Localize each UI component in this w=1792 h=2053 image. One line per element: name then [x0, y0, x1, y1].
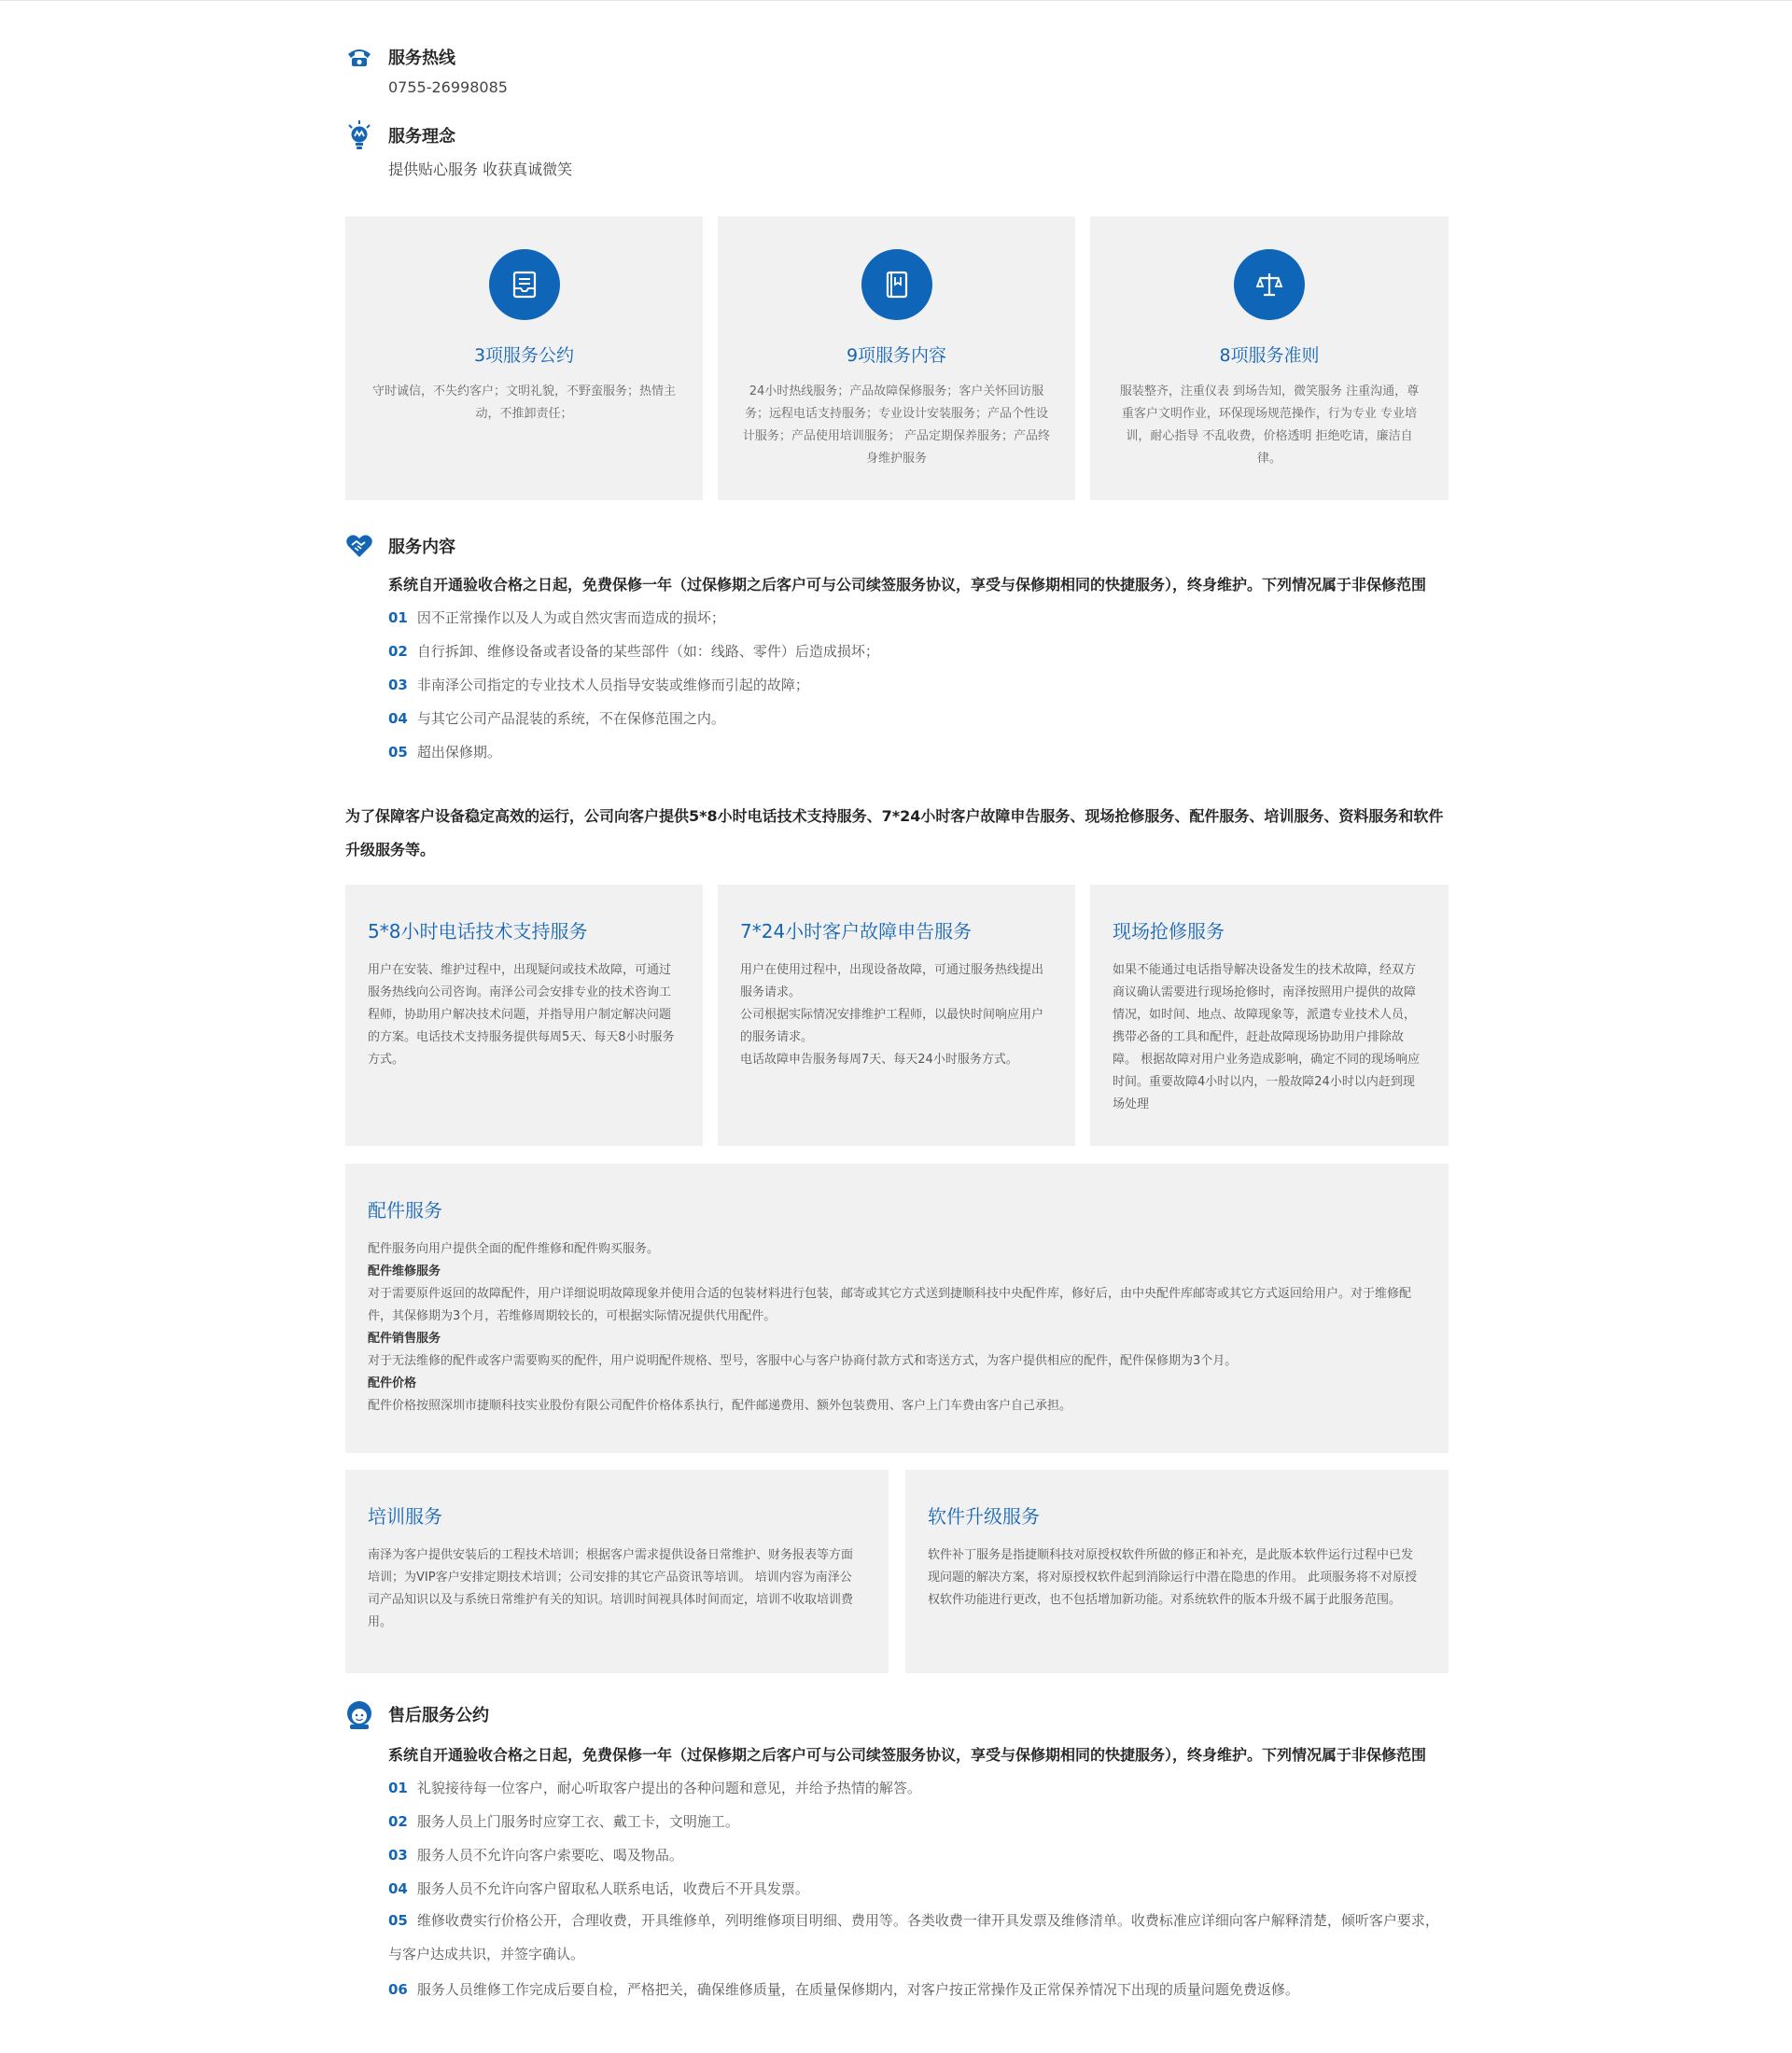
item-number: 05 [388, 1912, 408, 1929]
scales-icon [1234, 249, 1305, 320]
box-text [368, 1544, 862, 1634]
service-content-title: 服务内容 [388, 538, 455, 557]
box-text [368, 1238, 1411, 1418]
philosophy-text: 提供贴心服务 收获真诚微笑 [388, 161, 573, 178]
list-item [388, 1878, 809, 1898]
list-item [388, 641, 879, 661]
item-number: 03 [388, 677, 408, 693]
card-text: 24小时热线服务；产品故障保修服务；客户关怀回访服务；远程电话支持服务；专业设计安装服务；产品个性设计服务；产品使用培训服务； 产品定期保养服务；产品终身维护服务 [742, 384, 1051, 466]
card-title: 8项服务准则 [1219, 345, 1320, 366]
service-content-intro: 系统自开通验收合格之日起，免费保修一年（过保修期之后客户可与公司续签服务协议，享受与保修期相同的快捷服务），终身维护。下列情况属于非保修范围 [388, 576, 1427, 594]
box-text [740, 959, 1049, 1071]
box-title: 5*8小时电话技术支持服务 [368, 920, 588, 943]
box-onsite-repair [1090, 885, 1449, 1146]
item-text: 因不正常操作以及人为或自然灾害而造成的损坏； [416, 609, 725, 626]
box-title: 现场抢修服务 [1113, 920, 1225, 943]
card-service-pledge [345, 216, 703, 500]
list-item [388, 708, 725, 728]
customer-service-icon [345, 1698, 373, 1730]
handshake-heart-icon [345, 530, 373, 562]
philosophy-title: 服务理念 [388, 127, 455, 147]
box-line: 软件补丁服务是指捷顺科技对原授权软件所做的修正和补充，是此版本软件运行过程中已发现问题的解决方案，将对原授权软件起到消除运行中潜在隐患的作用。 此项服务将不对原授权软件功能进行更改，也不包括增加新功能。对系统软件的版本升级不属于此服务范围。 [928, 1548, 1418, 1607]
item-text: 礼貌接待每一位客户，耐心听取客户提出的各种问题和意见，并给予热情的解答。 [416, 1780, 921, 1796]
list-item [388, 675, 809, 694]
list-item [388, 1811, 739, 1831]
card-title: 9项服务内容 [846, 345, 947, 366]
list-item [388, 1778, 921, 1797]
document-icon [489, 249, 560, 320]
item-text: 超出保修期。 [416, 744, 501, 761]
after-sales-intro: 系统自开通验收合格之日起，免费保修一年（过保修期之后客户可与公司续签服务协议，享受与保修期相同的快捷服务），终身维护。下列情况属于非保修范围 [388, 1746, 1427, 1764]
item-number: 05 [388, 744, 408, 761]
lightbulb-icon [345, 119, 373, 151]
item-text: 服务人员上门服务时应穿工衣、戴工卡，文明施工。 [416, 1813, 739, 1830]
box-phone-support [345, 885, 703, 1146]
box-title: 配件服务 [368, 1199, 442, 1222]
box-text [928, 1544, 1422, 1612]
philosophy-section [345, 119, 905, 151]
item-text: 服务人员维修工作完成后要自检，严格把关，确保维修质量，在质量保修期内，对客户按正常操作及正常保养情况下出现的质量问题免费返修。 [416, 1981, 1299, 1998]
item-text: 自行拆卸、维修设备或者设备的某些部件（如：线路、零件）后造成损坏； [416, 643, 879, 660]
box-fault-report [718, 885, 1075, 1146]
list-item [388, 1979, 1299, 1999]
list-item [388, 742, 501, 761]
after-sales-title: 售后服务公约 [388, 1706, 489, 1725]
item-number: 01 [388, 609, 408, 626]
list-item [388, 1845, 683, 1864]
item-text: 服务人员不允许向客户留取私人联系电话，收费后不开具发票。 [416, 1880, 809, 1897]
hotline-title: 服务热线 [388, 49, 455, 68]
hotline-phone[interactable]: 0755-26998085 [388, 78, 508, 96]
telephone-icon [345, 41, 373, 73]
service-content-section [345, 530, 905, 562]
list-item [388, 608, 725, 627]
item-number: 04 [388, 710, 408, 727]
item-text: 服务人员不允许向客户索要吃、喝及物品。 [416, 1847, 683, 1864]
item-text: 非南泽公司指定的专业技术人员指导安装或维修而引起的故障； [416, 677, 809, 693]
item-number: 02 [388, 1813, 408, 1830]
parts-repair-text: 对于需要原件返回的故障配件，用户详细说明故障现象并使用合适的包装材料进行包装，邮寄或其它方式送到捷顺科技中央配件库，修好后，由中央配件库邮寄或其它方式返回给用户。对于维修配件，其保修期为3个月，若维修周期较长的，可根据实际情况提供代用配件。 [368, 1287, 1412, 1323]
card-title: 3项服务公约 [473, 345, 575, 366]
list-item [388, 1904, 1449, 1971]
box-text [368, 959, 677, 1071]
card-text: 服装整齐，注重仪表 到场告知，微笑服务 注重沟通，尊重客户文明作业，环保现场规范操作，行为专业 专业培训，耐心指导 不乱收费，价格透明 拒绝吃请，廉洁自律。 [1119, 384, 1420, 466]
parts-repair-label: 配件维修服务 [368, 1264, 441, 1278]
parts-price-text: 配件价格按照深圳市捷顺科技实业股份有限公司配件价格体系执行，配件邮递费用、额外包装费用、客户上门车费由客户自己承担。 [368, 1399, 1072, 1413]
box-line: 如果不能通过电话指导解决设备发生的技术故障，经双方商议确认需要进行现场抢修时，南泽按照用户提供的故障 情况，如时间、地点、故障现象等，派遣专业技术人员，携带必备的工具和配件，赶赴故障现场协助用户排除故障。 根据故障对用户业务造成影响，确定不同的现场响应时间。重要故障4小时以内，一般故障24小时以内赶到现场处理 [1113, 963, 1429, 1111]
item-number: 02 [388, 643, 408, 660]
item-number: 01 [388, 1780, 408, 1796]
item-number: 03 [388, 1847, 408, 1864]
parts-intro: 配件服务向用户提供全面的配件维修和配件购买服务。 [368, 1242, 660, 1256]
box-text [1113, 959, 1429, 1116]
box-parts-service [345, 1164, 1449, 1453]
box-line: 用户在安装、维护过程中，出现疑问或技术故障，可通过服务热线向公司咨询。南泽公司会安排专业的技术咨询工程师，协助用户解决技术问题，并指导用户制定解决问题的方案。电话技术支持服务提供每周5天、每天8小时服务方式。 [368, 963, 675, 1067]
guarantee-paragraph: 为了保障客户设备稳定高效的运行，公司向客户提供5*8小时电话技术支持服务、7*24小时客户故障申告服务、现场抢修服务、配件服务、培训服务、资料服务和软件升级服务等。 [345, 807, 1444, 859]
item-number: 04 [388, 1880, 408, 1897]
box-title: 培训服务 [368, 1505, 442, 1528]
parts-price-label: 配件价格 [368, 1376, 417, 1390]
box-title: 7*24小时客户故障申告服务 [740, 920, 973, 943]
item-text: 与其它公司产品混装的系统，不在保修范围之内。 [416, 710, 725, 727]
top-divider [0, 0, 1792, 1]
box-line: 南泽为客户提供安装后的工程技术培训；根据客户需求提供设备日常维护、财务报表等方面培训；为VIP客户安排定期技术培训；公司安排的其它产品资讯等培训。 培训内容为南泽公司产品知识以及与系统日常维护有关的知识。培训时间视具体时间而定，培训不收取培训费用。 [368, 1548, 854, 1629]
after-sales-section [345, 1698, 905, 1730]
book-icon [861, 249, 932, 320]
item-text: 维修收费实行价格公开，合理收费，开具维修单，列明维修项目明细、费用等。各类收费一律开具发票及维修清单。收费标准应详细向客户解释清楚，倾听客户要求，与客户达成共识，并签字确认。 [388, 1912, 1439, 1962]
hotline-section [345, 41, 905, 73]
card-text: 守时诚信，不失约客户；文明礼貌，不野蛮服务；热情主动，不推卸责任； [371, 384, 676, 421]
box-software-upgrade [905, 1470, 1449, 1673]
box-line: 电话故障申告服务每周7天、每天24小时服务方式。 [740, 1053, 1018, 1067]
box-line: 公司根据实际情况安排维护工程师，以最快时间响应用户的服务请求。 [740, 1008, 1044, 1044]
box-title: 软件升级服务 [928, 1505, 1040, 1528]
card-service-content [718, 216, 1075, 500]
box-training-service [345, 1470, 889, 1673]
card-service-principles [1090, 216, 1449, 500]
parts-sales-label: 配件销售服务 [368, 1332, 441, 1346]
item-number: 06 [388, 1981, 408, 1998]
box-line: 用户在使用过程中，出现设备故障，可通过服务热线提出服务请求。 [740, 963, 1044, 999]
parts-sales-text: 对于无法维修的配件或客户需要购买的配件，用户说明配件规格、型号，客服中心与客户协商付款方式和寄送方式，为客户提供相应的配件，配件保修期为3个月。 [368, 1354, 1238, 1368]
